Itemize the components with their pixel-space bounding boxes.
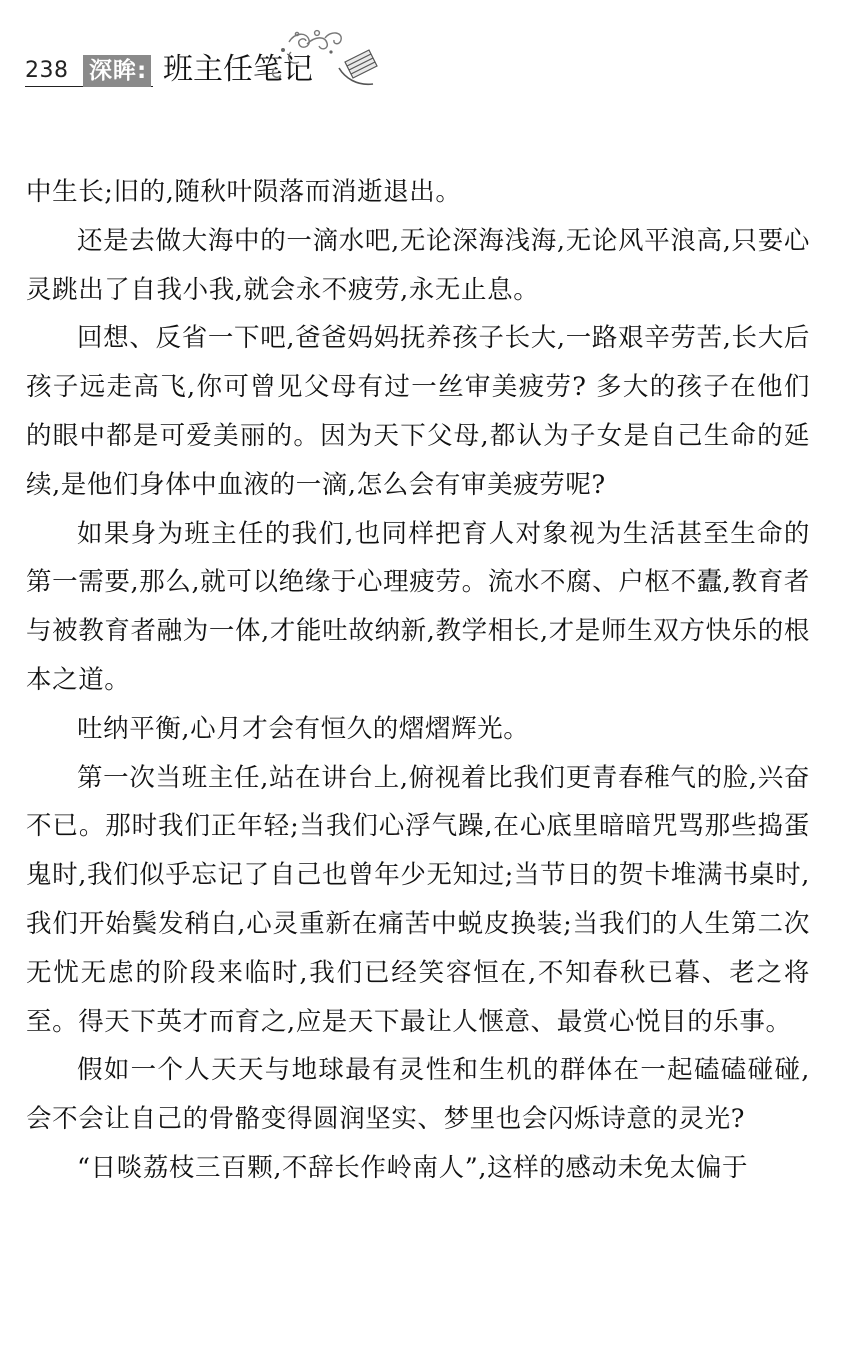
series-label: 深眸:: [83, 55, 151, 87]
paragraph-8: “日啖荔枝三百颗,不辞长作岭南人”,这样的感动未免太偏于: [77, 1152, 749, 1183]
page-number: 238: [25, 58, 69, 83]
body-text: [26, 168, 810, 1193]
paragraph-6: 第一次当班主任,站在讲台上,俯视着比我们更青春稚气的脸,兴奋不已。那时我们正年轻;当我们心浮气躁,在心底里暗暗咒骂那些捣蛋鬼时,我们似乎忘记了自己也曾年少无知过;当节日的贺卡堆满书桌时,我们开始鬓发稍白,心灵重新在痛苦中蜕皮换装;当我们的人生第二次无忧无虑的阶段来临时,我们已经笑容恒在,不知春秋已暮、老之将至。得天下英才而育之,应是天下最让人惬意、最赏心悦目的乐事。: [26, 762, 810, 1037]
swirl-book-ornament-icon: [261, 28, 381, 94]
paragraph-3: 回想、反省一下吧,爸爸妈妈抚养孩子长大,一路艰辛劳苦,长大后孩子远走高飞,你可曾见父母有过一丝审美疲劳? 多大的孩子在他们的眼中都是可爱美丽的。因为天下父母,都认为子女是自己生命的延续,是他们身体中血液的一滴,怎么会有审美疲劳呢?: [26, 323, 810, 500]
paragraph-1: 中生长;旧的,随秋叶陨落而消逝退出。: [26, 177, 462, 207]
paragraph-7: 假如一个人天天与地球最有灵性和生机的群体在一起磕磕碰碰,会不会让自己的骨骼变得圆润坚实、梦里也会闪烁诗意的灵光?: [26, 1055, 810, 1135]
paragraph-2: 还是去做大海中的一滴水吧,无论深海浅海,无论风平浪高,只要心灵跳出了自我小我,就会永不疲劳,永无止息。: [26, 225, 810, 305]
running-header: [25, 28, 370, 94]
paragraph-4: 如果身为班主任的我们,也同样把育人对象视为生活甚至生命的第一需要,那么,就可以绝缘于心理疲劳。流水不腐、户枢不蠹,教育者与被教育者融为一体,才能吐故纳新,教学相长,才是师生双方快乐的根本之道。: [26, 518, 810, 695]
paragraph-5: 吐纳平衡,心月才会有恒久的熠熠辉光。: [77, 713, 530, 744]
book-title: 班主任笔记: [163, 52, 313, 87]
